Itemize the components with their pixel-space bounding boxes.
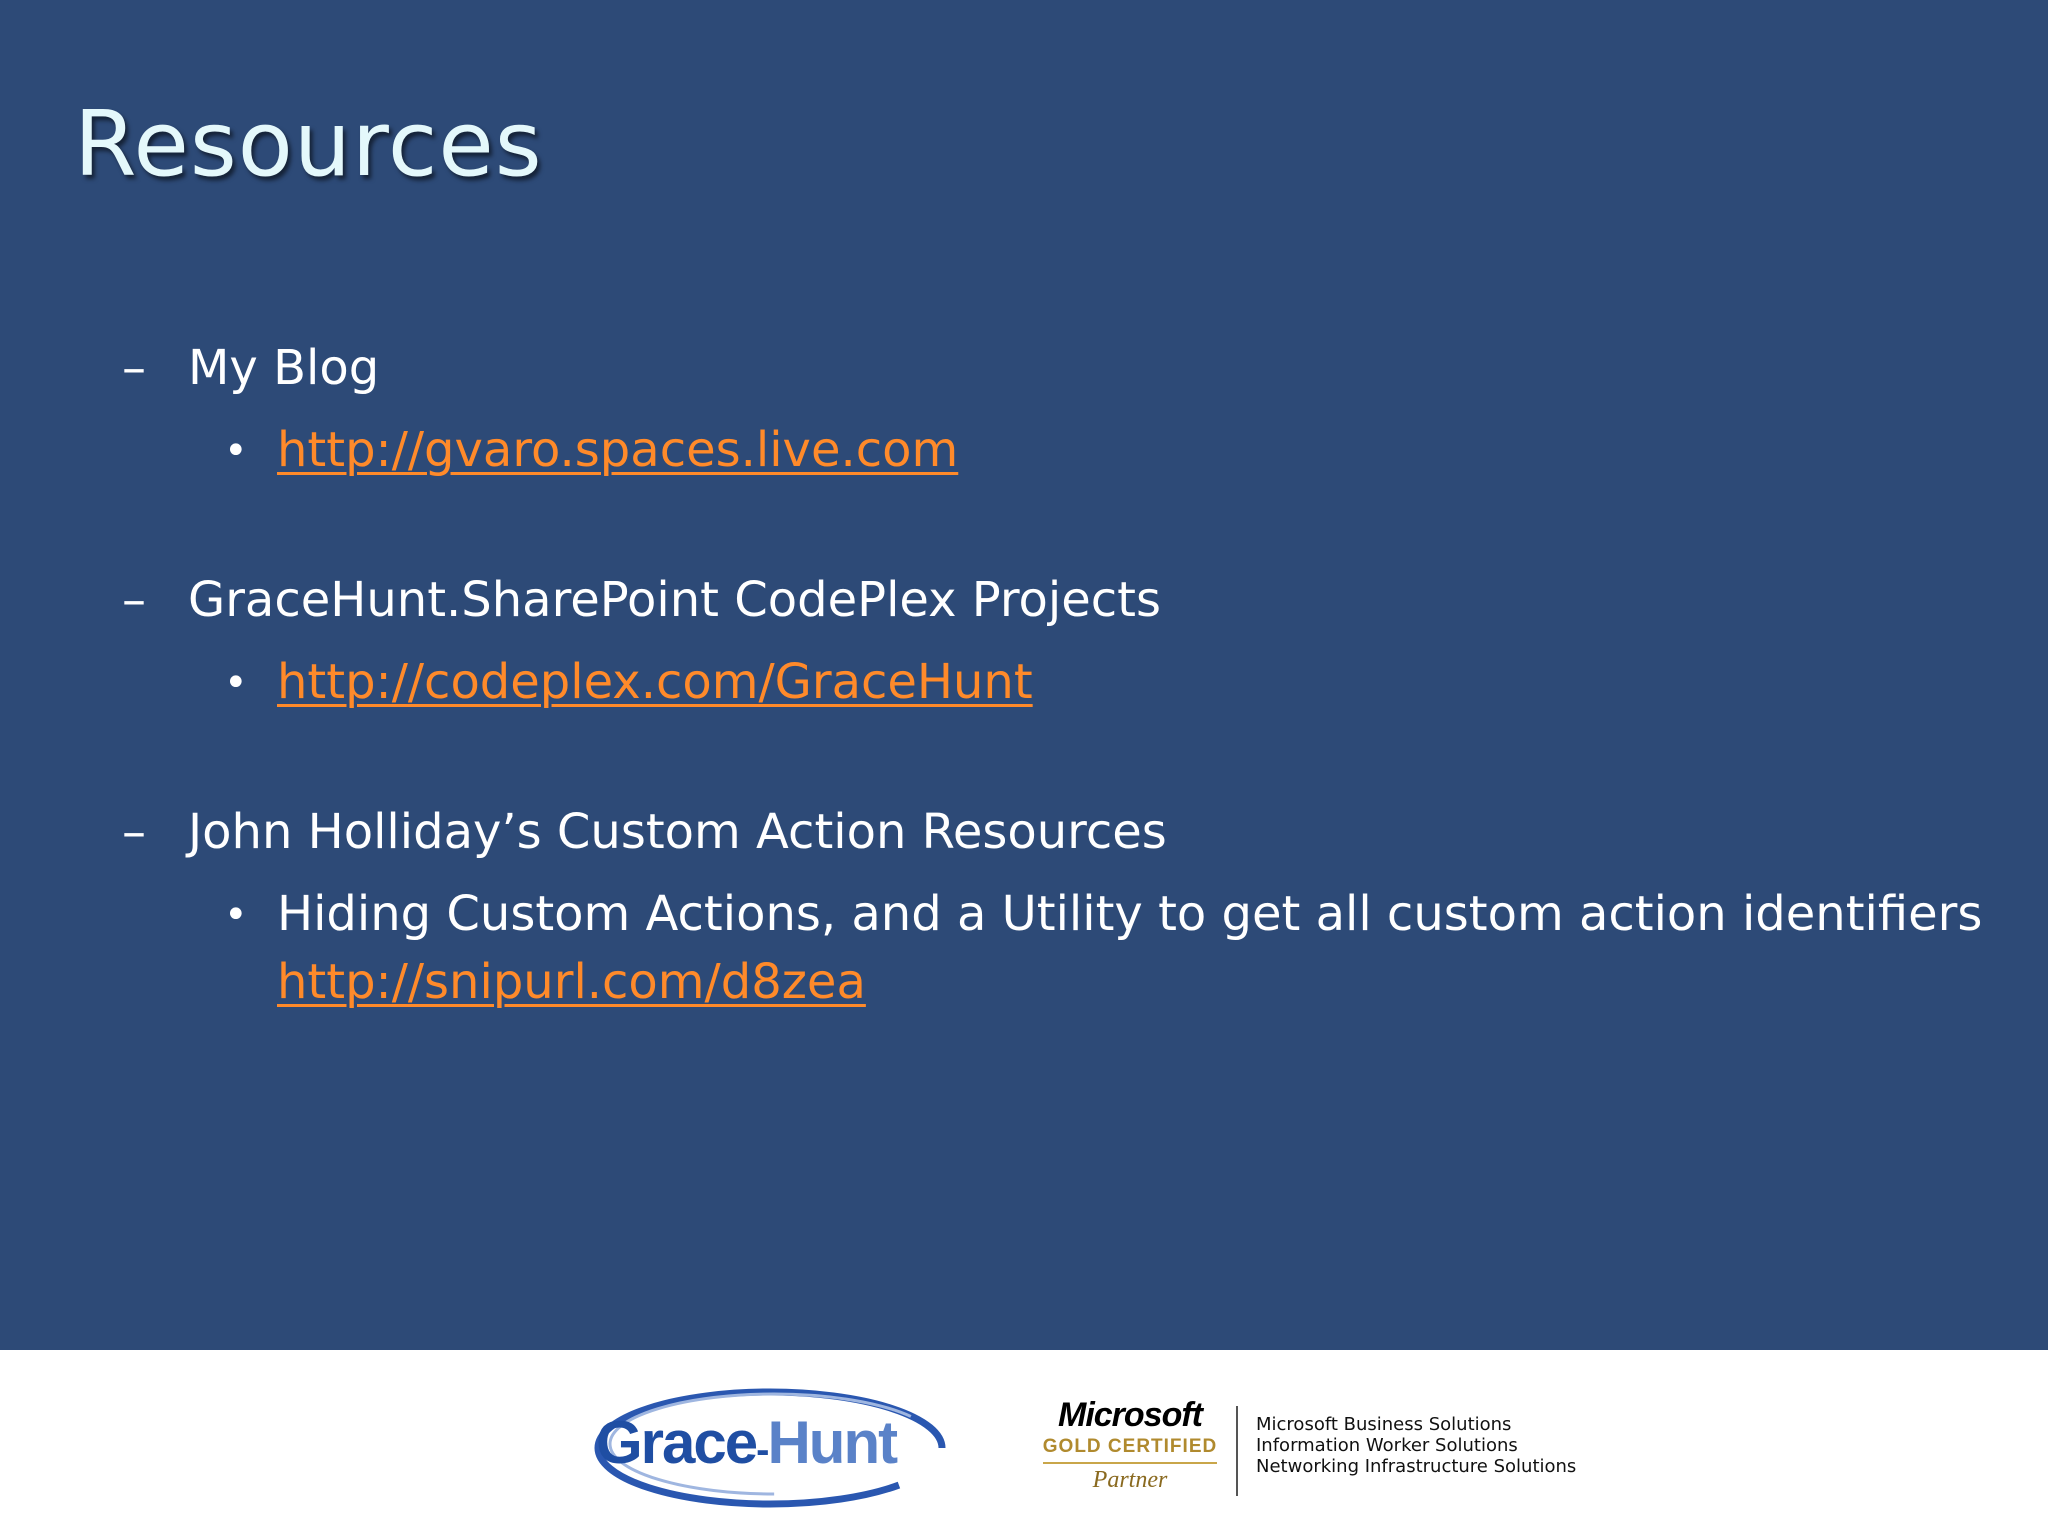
badge-divider [1236,1406,1238,1496]
resource-description: Hiding Custom Actions, and a Utility to get all custom action identifiers [277,886,1983,942]
blog-link[interactable]: http://gvaro.spaces.live.com [277,422,959,478]
resource-heading: John Holliday’s Custom Action Resources [188,804,1167,860]
logo-separator: - [756,1428,768,1472]
bullet-marker: • [224,892,248,938]
microsoft-partner-badge [1040,1396,1220,1506]
resource-heading: GraceHunt.SharePoint CodePlex Projects [188,572,1161,628]
dash-marker: – [122,804,146,860]
dash-marker: – [122,572,146,628]
bullet-marker: • [224,428,248,474]
snipurl-link[interactable]: http://snipurl.com/d8zea [277,954,866,1010]
solution-item: Information Worker Solutions [1256,1435,1518,1456]
gold-certified-label: GOLD CERTIFIED [1043,1434,1217,1464]
slide-title: Resources [74,92,543,197]
gracehunt-wordmark [596,1408,896,1477]
bullet-marker: • [224,660,248,706]
logo-hunt-text: Hunt [767,1409,897,1476]
codeplex-link[interactable]: http://codeplex.com/GraceHunt [277,654,1033,710]
solution-item: Networking Infrastructure Solutions [1256,1456,1577,1477]
solution-item: Microsoft Business Solutions [1256,1414,1512,1435]
partner-label: Partner [1092,1467,1168,1493]
gracehunt-logo [590,1380,960,1510]
footer-bar [0,1350,2048,1536]
resource-heading: My Blog [188,340,380,396]
microsoft-wordmark: Microsoft [1058,1396,1202,1434]
solutions-list [1256,1414,1576,1477]
dash-marker: – [122,340,146,396]
logo-grace-text: Grace [596,1409,757,1476]
